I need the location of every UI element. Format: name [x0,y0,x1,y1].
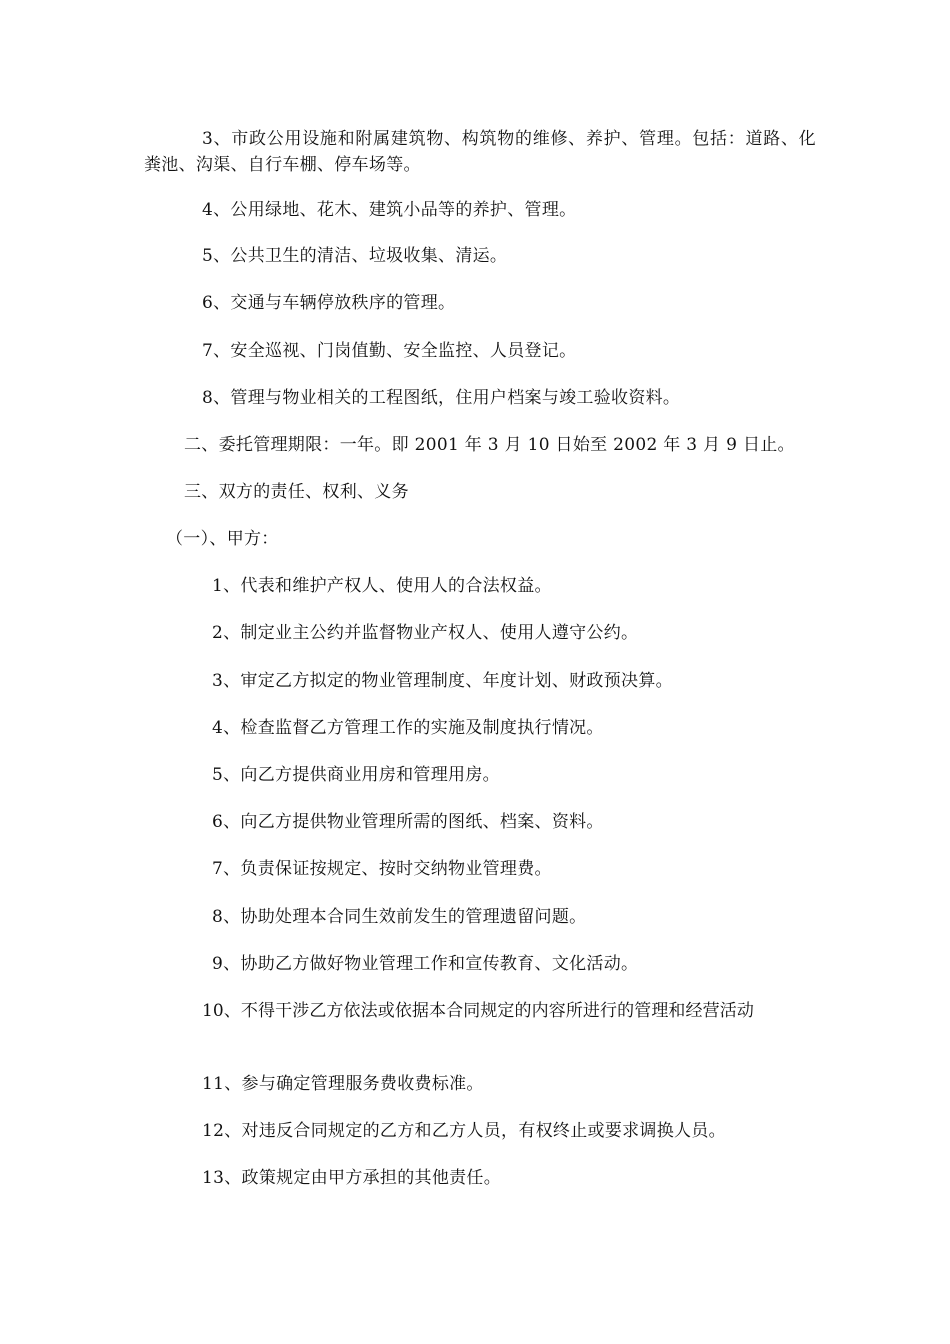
paragraph-item-5: 5、公共卫生的清洁、垃圾收集、清运。 [202,246,508,266]
party-a-item-5: 5、向乙方提供商业用房和管理用房。 [212,765,500,785]
paragraph-item-8: 8、管理与物业相关的工程图纸，住用户档案与竣工验收资料。 [202,388,681,408]
party-a-item-3: 3、审定乙方拟定的物业管理制度、年度计划、财政预决算。 [212,671,673,691]
party-a-item-12: 12、对违反合同规定的乙方和乙方人员，有权终止或要求调换人员。 [202,1121,726,1141]
party-a-item-8: 8、协助处理本合同生效前发生的管理遗留问题。 [212,907,587,927]
party-a-item-7: 7、负责保证按规定、按时交纳物业管理费。 [212,859,552,879]
section-heading-term: 二、委托管理期限：一年。即 2001 年 3 月 10 日始至 2002 年 3 月 9 日止。 [184,435,795,455]
party-a-item-10: 10、不得干涉乙方依法或依据本合同规定的内容所进行的管理和经营活动 [202,1001,754,1021]
party-a-item-2: 2、制定业主公约并监督物业产权人、使用人遵守公约。 [212,623,639,643]
paragraph-item-6: 6、交通与车辆停放秩序的管理。 [202,293,456,313]
party-a-item-4: 4、检查监督乙方管理工作的实施及制度执行情况。 [212,718,604,738]
party-a-item-1: 1、代表和维护产权人、使用人的合法权益。 [212,576,552,596]
paragraph-item-7: 7、安全巡视、门岗值勤、安全监控、人员登记。 [202,341,577,361]
party-a-item-6: 6、向乙方提供物业管理所需的图纸、档案、资料。 [212,812,604,832]
paragraph-item-3: 3、市政公用设施和附属建筑物、构筑物的维修、养护、管理。包括：道路、化粪池、沟渠、自行车棚、停车场等。 [144,129,816,175]
party-a-item-9: 9、协助乙方做好物业管理工作和宣传教育、文化活动。 [212,954,639,974]
party-a-item-11: 11、参与确定管理服务费收费标准。 [202,1074,484,1094]
party-a-item-13: 13、政策规定由甲方承担的其他责任。 [202,1168,502,1188]
party-a-heading: （一）、甲方： [166,529,279,549]
paragraph-item-4: 4、公用绿地、花木、建筑小品等的养护、管理。 [202,200,577,220]
section-heading-responsibilities: 三、双方的责任、权利、义务 [184,482,409,502]
